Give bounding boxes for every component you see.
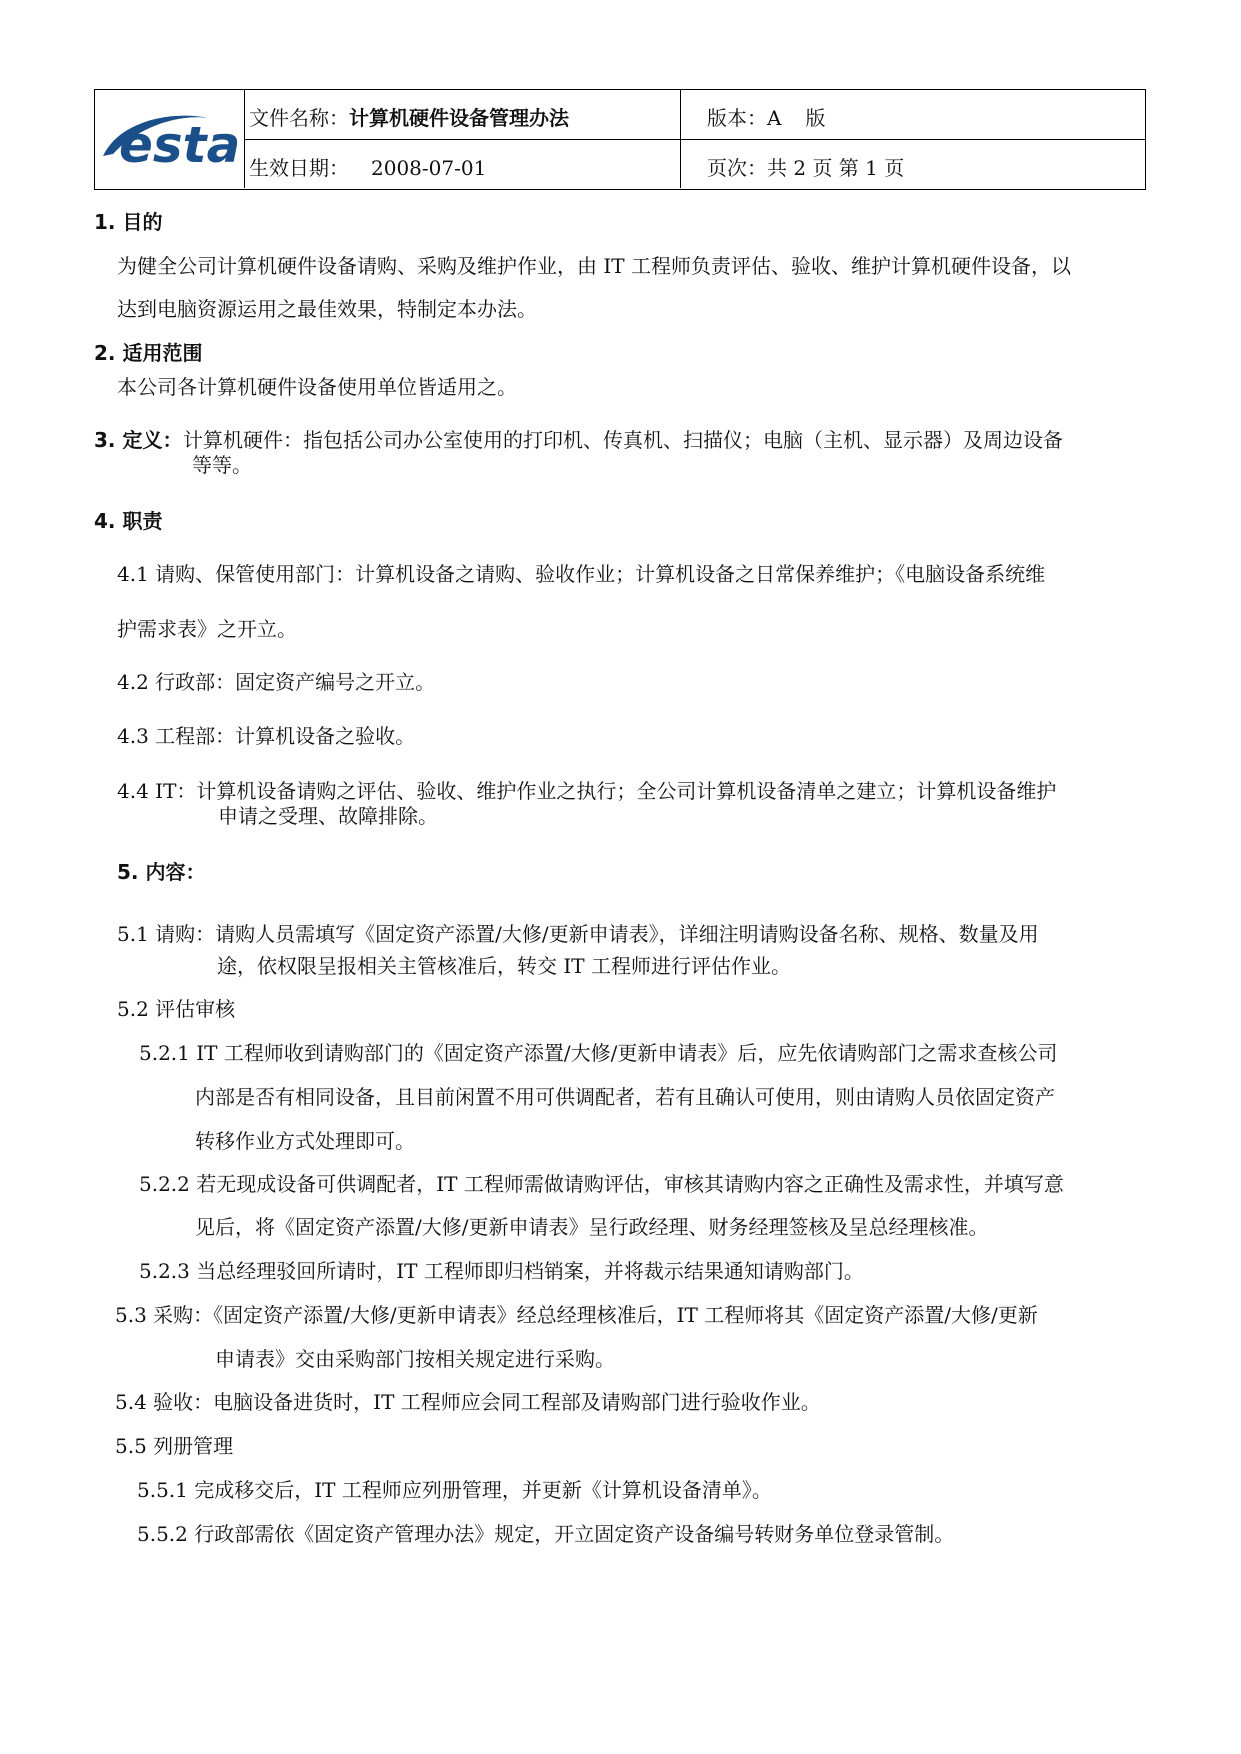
- section-5-2-2-line-1: 5.2.2 若无现成设备可供调配者，IT 工程师需做请购评估，审核其请购内容之正确性及需求性，并填写意: [139, 1172, 1064, 1196]
- effective-date-cell: [245, 140, 681, 188]
- section-5-2-2-line-2: 见后，将《固定资产添置/大修/更新申请表》呈行政经理、财务经理签核及呈总经理核准。: [195, 1215, 989, 1239]
- file-name: 计算机硬件设备管理办法: [349, 106, 569, 130]
- section-5-title: 5. 内容：: [117, 860, 206, 884]
- effective-date-label: 生效日期：: [249, 156, 349, 180]
- section-5-2-1-line-2: 内部是否有相同设备，且目前闲置不用可供调配者，若有且确认可使用，则由请购人员依固定资产: [195, 1085, 1055, 1109]
- version-cell: [681, 90, 1145, 140]
- section-3-title: 3. 定义：: [94, 428, 183, 452]
- section-5-4: 5.4 验收：电脑设备进货时，IT 工程师应会同工程部及请购部门进行验收作业。: [115, 1390, 821, 1414]
- effective-date: 2008-07-01: [371, 156, 487, 180]
- section-1-line-2: 达到电脑资源运用之最佳效果，特制定本办法。: [117, 297, 537, 321]
- company-logo: [99, 104, 241, 176]
- section-4-2: 4.2 行政部：固定资产编号之开立。: [117, 670, 436, 694]
- section-1-title: 1. 目的: [94, 210, 163, 234]
- section-4-title: 4. 职责: [94, 509, 163, 533]
- section-4-4-line-2: 申请之受理、故障排除。: [218, 804, 438, 828]
- section-4-1-line-1: 4.1 请购、保管使用部门：计算机设备之请购、验收作业；计算机设备之日常保养维护；《电脑设备系统维: [117, 562, 1046, 586]
- section-5-1-line-1: 5.1 请购：请购人员需填写《固定资产添置/大修/更新申请表》，详细注明请购设备名称、规格、数量及用: [117, 922, 1039, 946]
- page-info: 页次：共 2 页 第 1 页: [707, 156, 905, 180]
- section-5-1-line-2: 途，依权限呈报相关主管核准后，转交 IT 工程师进行评估作业。: [217, 954, 791, 978]
- section-5-2-1-line-1: 5.2.1 IT 工程师收到请购部门的《固定资产添置/大修/更新申请表》后，应先依请购部门之需求查核公司: [139, 1041, 1058, 1065]
- file-name-cell: [245, 90, 681, 140]
- section-4-4-line-1: 4.4 IT：计算机设备请购之评估、验收、维护作业之执行；全公司计算机设备清单之建立；计算机设备维护: [117, 779, 1057, 803]
- logo-cell: [95, 90, 245, 188]
- logo-text: esta: [119, 116, 241, 174]
- section-5-5-1: 5.5.1 完成移交后，IT 工程师应列册管理，并更新《计算机设备清单》。: [137, 1478, 772, 1502]
- section-5-5: 5.5 列册管理: [115, 1434, 234, 1458]
- header-table: [94, 89, 1146, 190]
- version-suffix: 版: [805, 106, 826, 130]
- section-5-3-line-1: 5.3 采购：《固定资产添置/大修/更新申请表》经总经理核准后，IT 工程师将其《固定资产添置/大修/更新: [115, 1303, 1038, 1327]
- section-2-title: 2. 适用范围: [94, 341, 203, 365]
- section-2-line-1: 本公司各计算机硬件设备使用单位皆适用之。: [117, 375, 517, 399]
- section-5-2-3: 5.2.3 当总经理驳回所请时，IT 工程师即归档销案，并将裁示结果通知请购部门。: [139, 1259, 864, 1283]
- section-5-2-1-line-3: 转移作业方式处理即可。: [195, 1129, 415, 1153]
- version-label: 版本：: [707, 106, 767, 130]
- section-3-line-1: 计算机硬件：指包括公司办公室使用的打印机、传真机、扫描仪；电脑（主机、显示器）及周边设备: [183, 428, 1063, 452]
- section-5-5-2: 5.5.2 行政部需依《固定资产管理办法》规定，开立固定资产设备编号转财务单位登录管制。: [137, 1522, 955, 1546]
- section-4-3: 4.3 工程部：计算机设备之验收。: [117, 724, 416, 748]
- section-4-1-line-2: 护需求表》之开立。: [117, 617, 297, 641]
- version-value: A: [767, 106, 782, 130]
- section-5-3-line-2: 申请表》交由采购部门按相关规定进行采购。: [215, 1347, 615, 1371]
- section-3-line-2: 等等。: [192, 453, 252, 477]
- section-1-line-1: 为健全公司计算机硬件设备请购、采购及维护作业，由 IT 工程师负责评估、验收、维护计算机硬件设备，以: [117, 254, 1071, 278]
- page-info-cell: [681, 140, 1145, 188]
- section-5-2: 5.2 评估审核: [117, 997, 236, 1021]
- file-name-label: 文件名称：: [249, 106, 349, 130]
